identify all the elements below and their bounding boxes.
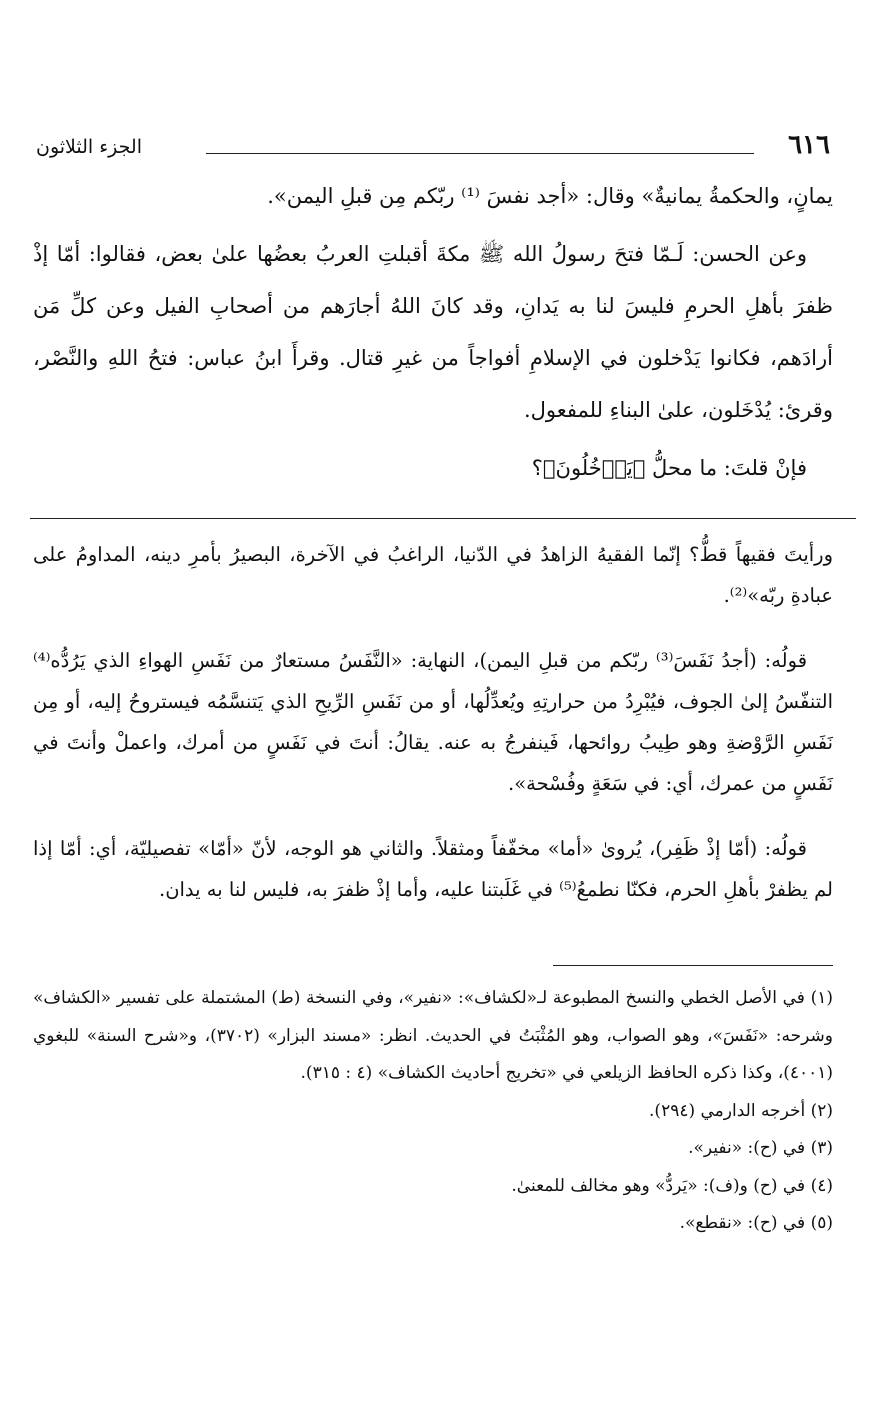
main-text bbox=[33, 170, 833, 494]
footnotes bbox=[33, 980, 833, 1243]
footnote-item: (٢) أخرجه الدارمي (٢٩٤). bbox=[649, 1100, 833, 1121]
commentary-paragraph-1: ورأيتَ فقيهاً قطُّ؟ إنّما الفقيهُ الزاهدُ في الدّنيا، الراغبُ في الآخرة، البصيرُ بأمرِ دينه، المداومُ على عبادةِ ربّه»⁽²⁾. bbox=[33, 543, 833, 607]
main-paragraph-3: فإنْ قلتَ: ما محلُّ ﴿يَدۡخُلُونَ﴾؟ bbox=[531, 456, 807, 480]
page-number: ٦١٦ bbox=[788, 130, 830, 160]
footnote-divider bbox=[553, 965, 833, 966]
footnote-item: (١) في الأصل الخطي والنسخ المطبوعة لـ«لكشاف»: «نفير»، وفي النسخة (ط) المشتملة على تفسير «الكشاف» وشرحه: «نَفَسَ»، وهو الصواب، وهو المُثْبَتُ في الحديث. انظر: «مسند البزار» (٣٧٠٢)، و«شرح السنة» للبغوي (٤٠٠١)، وكذا ذكره الحافظ الزيلعي في «تخريج أحاديث الكشاف» (٤ : ٣١٥). bbox=[33, 988, 833, 1083]
section-divider bbox=[30, 518, 856, 519]
header-rule bbox=[206, 153, 754, 154]
commentary-text bbox=[33, 534, 833, 910]
commentary-paragraph-2: قولُه: (أجدُ نَفَسَ⁽³⁾ ربّكم من قبلِ اليمن)، النهاية: «النَّفَسُ مستعارٌ من نَفَسِ الهواءِ الذي يَرُدُّه⁽⁴⁾ التنفّسُ إلىٰ الجوف، فيُبْرِدُ من حرارتِهِ ويُعدِّلُها، أو من نَفَسِ الرِّيحِ الذي يَتنسَّمُه فيستروحُ إليه، أو مِن نَفَسِ الرَّوْضةِ وهو طِيبُ روائحها، فَينفرجُ به عنه. يقالُ: أنتَ في نَفَسٍ من أمرك، واعملْ وأنتَ في نَفَسٍ من عمرك، أي: في سَعَةٍ وفُسْحة». bbox=[33, 649, 833, 795]
page-header bbox=[36, 130, 830, 170]
main-paragraph-2: وعن الحسن: لَـمّا فتحَ رسولُ الله ﷺ مكةَ أقبلتِ العربُ بعضُها علىٰ بعض، فقالوا: أمّا إذْ ظفرَ بأهلِ الحرمِ فليسَ لنا به يَدانِ، وقد كانَ اللهُ أجارَهم من أصحابِ الفيل وعن كلِّ مَن أرادَهم، فكانوا يَدْخلون في الإسلامِ أفواجاً من غيرِ قتال. وقرأَ ابنُ عباس: فتحُ اللهِ والنَّصْر، وقرئ: يُدْخَلون، علىٰ البناءِ للمفعول. bbox=[33, 242, 833, 422]
footnote-item: (٥) في (ح): «نقطع». bbox=[679, 1213, 833, 1233]
main-paragraph-1: يمانٍ، والحكمةُ يمانيةٌ» وقال: «أجد نفسَ ⁽¹⁾ ربّكم مِن قبلِ اليمن». bbox=[267, 184, 833, 208]
commentary-paragraph-3: قولُه: (أمّا إذْ ظَفِر)، يُروىٰ «أما» مخفّفاً ومثقلاً. والثاني هو الوجه، لأنّ «أمّا» تفصيليّة، أي: أمّا إذا لم يظفرْ بأهلِ الحرم، فكنّا نطمعُ⁽⁵⁾ في غَلَبتنا عليه، وأما إذْ ظفرَ به، فليس لنا به يدان. bbox=[33, 837, 833, 901]
footnote-item: (٣) في (ح): «نفير». bbox=[688, 1138, 833, 1158]
running-title: الجزء الثلاثون bbox=[36, 136, 142, 158]
footnote-item: (٤) في (ح) و(ف): «يَردُّ» وهو مخالف للمعنىٰ. bbox=[511, 1175, 833, 1196]
